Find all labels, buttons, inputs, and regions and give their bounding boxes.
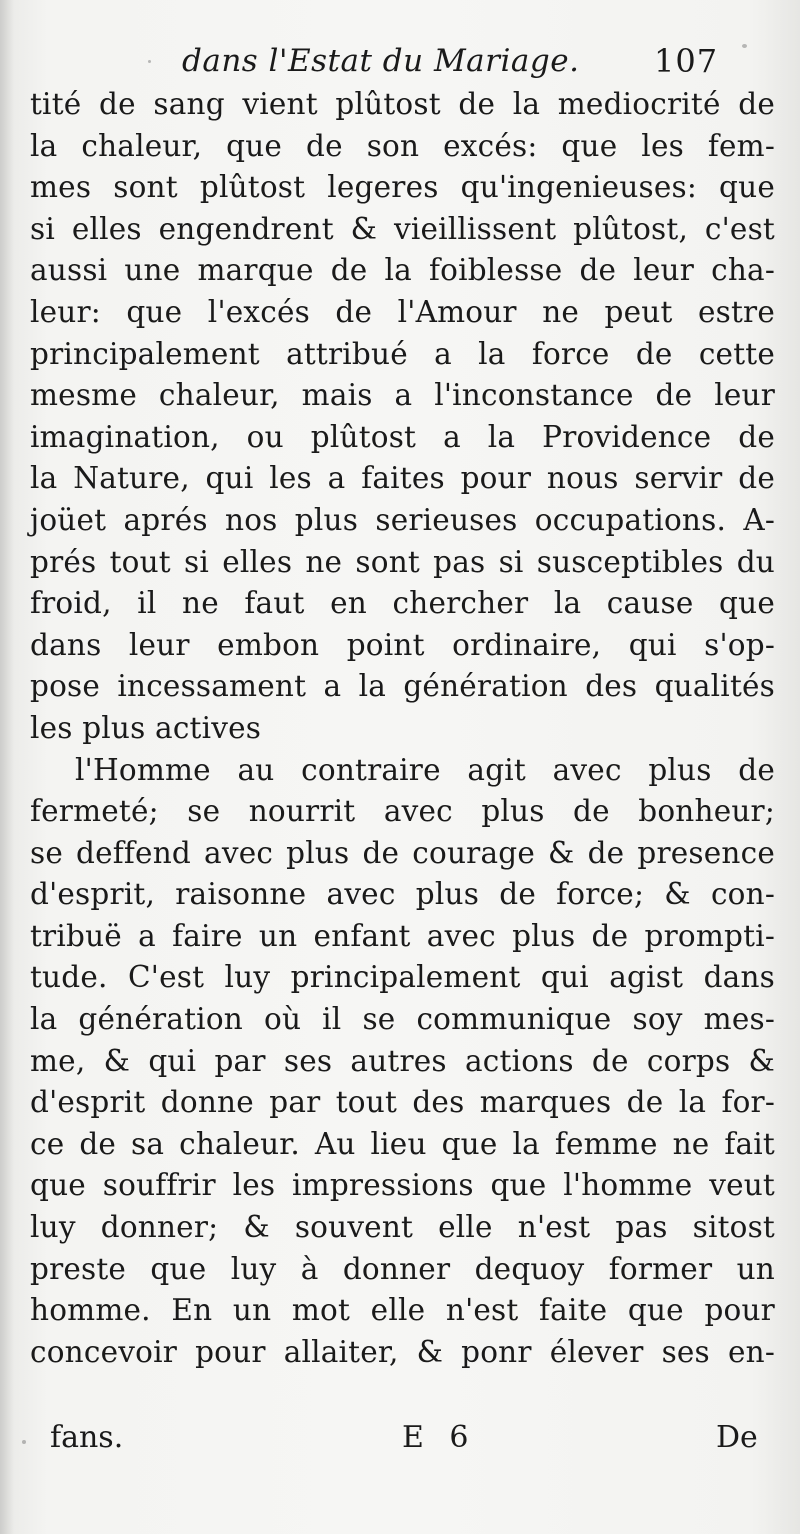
text-line: prés tout si elles ne sont pas si susceptibles du bbox=[30, 544, 775, 579]
page-header bbox=[0, 38, 800, 84]
catchword: De bbox=[716, 1420, 758, 1455]
text-line: ce de sa chaleur. Au lieu que la femme ne fait bbox=[30, 1126, 775, 1161]
final-word: fans. bbox=[50, 1420, 124, 1455]
text-line: joüet aprés nos plus serieuses occupations. A- bbox=[30, 502, 775, 537]
text-line: se deffend avec plus de courage & de presence bbox=[30, 835, 775, 870]
page-footer bbox=[0, 1414, 800, 1462]
text-line: imagination, ou plûtost a la Providence de bbox=[30, 419, 775, 454]
text-line: mesme chaleur, mais a l'inconstance de leur bbox=[30, 378, 775, 413]
text-line: d'esprit, raisonne avec plus de force; & con- bbox=[30, 877, 775, 912]
text-line: la génération où il se communique soy mes- bbox=[30, 1002, 775, 1037]
text-line: fermeté; se nourrit avec plus de bonheur; bbox=[30, 794, 775, 829]
body-text bbox=[30, 84, 775, 1373]
text-line: les plus actives bbox=[30, 710, 262, 745]
text-line: leur: que l'excés de l'Amour ne peut estre bbox=[30, 294, 775, 329]
text-line: froid, il ne faut en chercher la cause que bbox=[30, 586, 775, 621]
ink-speck bbox=[742, 44, 747, 48]
text-line: luy donner; & souvent elle n'est pas sitost bbox=[30, 1210, 775, 1245]
paragraph-start-line: l'Homme au contraire agit avec plus de bbox=[75, 752, 775, 787]
text-line: dans leur embon point ordinaire, qui s'op- bbox=[30, 627, 775, 662]
text-line: concevoir pour allaiter, & ponr élever ses en- bbox=[30, 1334, 775, 1369]
text-line: aussi une marque de la foiblesse de leur cha- bbox=[30, 253, 775, 288]
text-line: mes sont plûtost legeres qu'ingenieuses: que bbox=[30, 170, 775, 205]
text-line: principalement attribué a la force de cette bbox=[30, 336, 775, 371]
page-number: 107 bbox=[654, 42, 719, 80]
text-line: pose incessament a la génération des qualités bbox=[30, 669, 775, 704]
text-line: homme. En un mot elle n'est faite que pour bbox=[30, 1293, 775, 1328]
text-line: tité de sang vient plûtost de la mediocrité de bbox=[30, 87, 775, 121]
text-line: la Nature, qui les a faites pour nous servir de bbox=[30, 461, 775, 496]
running-head: dans l'Estat du Mariage. bbox=[182, 43, 580, 79]
text-line: tude. C'est luy principalement qui agist dans bbox=[30, 960, 775, 995]
signature-mark: E 6 bbox=[402, 1420, 477, 1455]
text-line: tribuë a faire un enfant avec plus de prompti- bbox=[30, 918, 775, 953]
text-line: si elles engendrent & vieillissent plûtost, c'est bbox=[30, 211, 775, 246]
text-line: preste que luy à donner dequoy former un bbox=[30, 1251, 775, 1286]
text-line: que souffrir les impressions que l'homme veut bbox=[30, 1168, 775, 1203]
text-line: la chaleur, que de son excés: que les fem- bbox=[30, 128, 775, 163]
ink-speck bbox=[22, 1440, 26, 1444]
ink-speck bbox=[148, 60, 151, 63]
text-line: d'esprit donne par tout des marques de la for- bbox=[30, 1085, 775, 1120]
gutter-shadow bbox=[0, 0, 14, 1534]
text-line: me, & qui par ses autres actions de corps & bbox=[30, 1043, 775, 1078]
